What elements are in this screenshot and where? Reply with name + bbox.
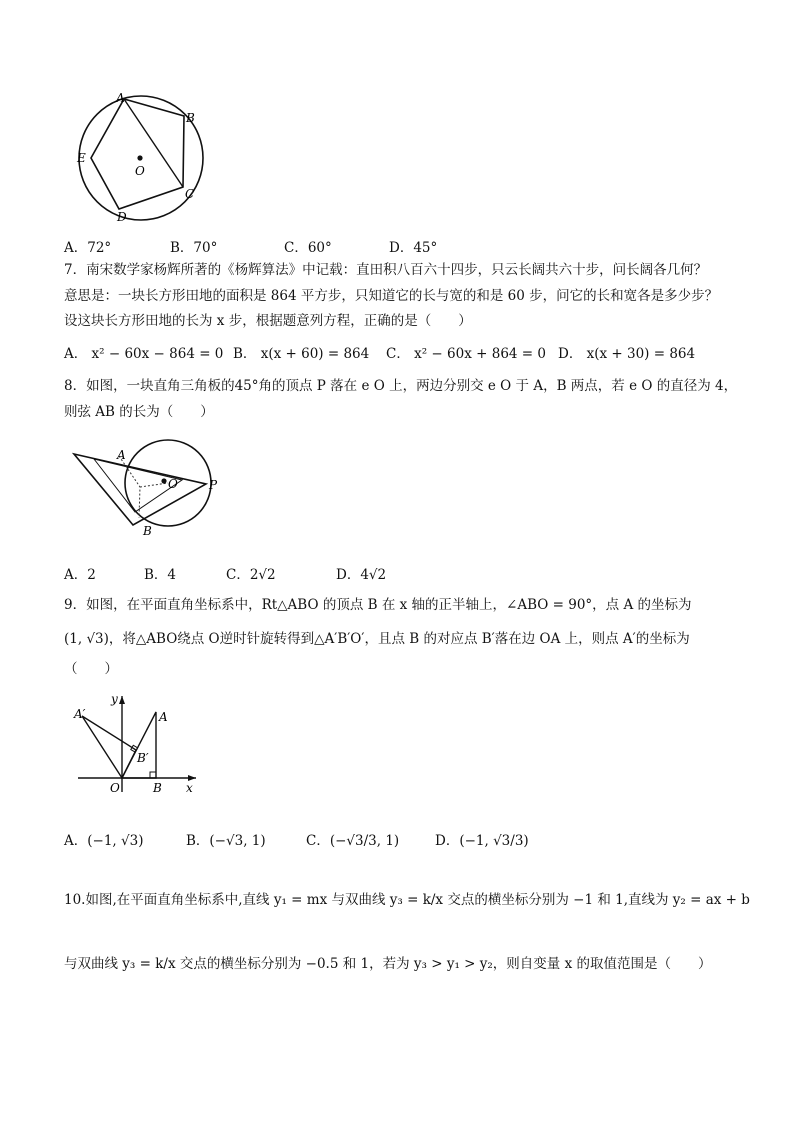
q7-stem-line2: 意思是：一块长方形田地的面积是 864 平方步，只知道它的长与宽的和是 60 步，问它的长和宽各是多少步？ <box>64 288 719 304</box>
q8-stem-line1: 8．如图，一块直角三角板的45°角的顶点 P 落在 e O 上，两边分别交 e O 于 A，B 两点，若 e O 的直径为 4， <box>64 378 738 394</box>
fig9-label-x: x <box>186 781 193 795</box>
q8-option-c[interactable]: C．2√2 <box>226 567 276 583</box>
fig9-label-b: B <box>153 781 162 795</box>
q9-option-c[interactable]: C．(−√3/3, 1) <box>306 833 400 849</box>
q9-stem-line1: 9．如图，在平面直角坐标系中，Rt△ABO 的顶点 B 在 x 轴的正半轴上，∠ABO = 90°，点 A 的坐标为 <box>64 597 692 613</box>
fig8-label-p: P <box>209 478 218 492</box>
fig6-label-a: A <box>116 91 125 105</box>
fig6-label-e: E <box>77 151 86 165</box>
q7-stem-line3: 设这块长方形田地的长为 x 步，根据题意列方程，正确的是（ ） <box>64 313 472 329</box>
q9-option-d[interactable]: D．(−1, √3/3) <box>435 833 529 849</box>
fig9-label-b-prime: B′ <box>137 751 149 765</box>
q7-option-b[interactable]: B． x(x + 60) = 864 <box>233 346 370 362</box>
q6-figure <box>64 88 214 228</box>
fig8-label-a: A <box>117 448 126 462</box>
q8-figure <box>64 432 234 542</box>
q9-stem-line2: (1, √3)，将△ABO绕点 O逆时针旋转得到△A′B′O′，且点 B 的对应点 B′落在边 OA 上，则点 A′的坐标为 <box>64 631 690 647</box>
q10-stem-line1: 10.如图,在平面直角坐标系中,直线 y₁ = mx 与双曲线 y₃ = k/x 交点的横坐标分别为 −1 和 1,直线为 y₂ = ax + b <box>64 892 750 908</box>
q7-option-a[interactable]: A． x² − 60x − 864 = 0 <box>64 346 224 362</box>
q8-stem-line2: 则弦 AB 的长为（ ） <box>64 404 214 420</box>
q7-stem-line1: 7．南宋数学家杨辉所著的《杨辉算法》中记载：直田积八百六十四步，只云长阔共六十步，问长阔各几何？ <box>64 262 708 278</box>
fig6-label-c: C <box>185 187 195 201</box>
fig9-label-y: y <box>111 692 118 706</box>
q7-option-c[interactable]: C． x² − 60x + 864 = 0 <box>386 346 546 362</box>
fig6-label-o: O <box>135 164 145 178</box>
q6-option-d[interactable]: D．45° <box>389 240 438 256</box>
q6-option-c[interactable]: C．60° <box>284 240 332 256</box>
q10-stem-line2: 与双曲线 y₃ = k/x 交点的横坐标分别为 −0.5 和 1，若为 y₃ > y₁ > y₂，则自变量 x 的取值范围是（ ） <box>64 956 712 972</box>
q8-option-d[interactable]: D．4√2 <box>336 567 387 583</box>
fig9-label-a-prime: A′ <box>74 707 86 721</box>
q8-option-a[interactable]: A．2 <box>64 567 96 583</box>
fig9-label-a: A <box>159 710 168 724</box>
q9-option-b[interactable]: B．(−√3, 1) <box>186 833 266 849</box>
fig9-label-o: O <box>110 781 120 795</box>
fig8-label-b: B <box>143 524 152 538</box>
q7-option-d[interactable]: D． x(x + 30) = 864 <box>558 346 696 362</box>
q9-option-a[interactable]: A．(−1, √3) <box>64 833 144 849</box>
q8-option-b[interactable]: B．4 <box>144 567 177 583</box>
q6-option-a[interactable]: A．72° <box>64 240 112 256</box>
q6-option-b[interactable]: B．70° <box>170 240 218 256</box>
fig8-label-o: O <box>168 477 178 491</box>
fig6-label-b: B <box>186 111 195 125</box>
q9-figure <box>64 688 214 800</box>
q9-stem-line3: （ ） <box>64 661 118 677</box>
fig6-label-d: D <box>117 210 127 224</box>
